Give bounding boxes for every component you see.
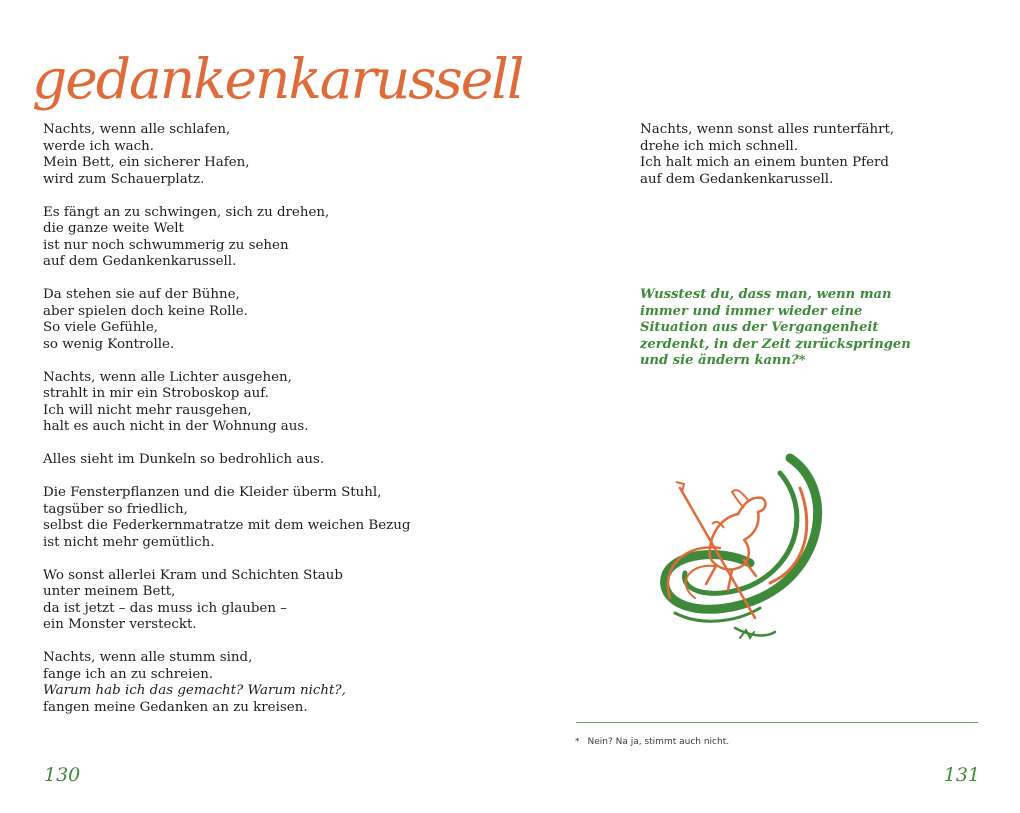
poem-stanza — [43, 452, 403, 469]
poem-line: unter meinem Bett, — [43, 584, 176, 599]
poem-line: die ganze weite Welt — [43, 221, 184, 236]
poem-line: drehe ich mich schnell. — [640, 138, 799, 154]
poem-line: Ich halt mich an einem bunten Pferd — [640, 155, 890, 170]
poem-stanza — [43, 122, 403, 188]
poem-line: Da stehen sie auf der Bühne, — [43, 287, 240, 302]
poem-line: So viele Gefühle, — [43, 320, 159, 335]
callout-line: Wusstest du, dass man, wenn man — [640, 287, 892, 302]
poem-line: aber spielen doch keine Rolle. — [43, 303, 248, 319]
poem-line: ist nur noch schwummerig zu sehen — [43, 237, 289, 253]
poem-stanza — [43, 485, 411, 551]
poem-line: ist nicht mehr gemütlich. — [43, 534, 215, 550]
poem-line: Nachts, wenn alle stumm sind, — [43, 650, 253, 665]
poem-stanza — [43, 287, 403, 353]
poem-line: ein Monster versteckt. — [43, 617, 197, 632]
footnote-divider — [576, 722, 978, 723]
right-poem — [640, 122, 940, 188]
left-poem — [43, 122, 411, 733]
poem-stanza — [43, 370, 403, 436]
poem-line: Alles sieht im Dunkeln so bedrohlich aus. — [43, 452, 325, 467]
poem-line: Wo sonst allerlei Kram und Schichten Staub — [43, 567, 343, 583]
footnote — [575, 737, 729, 747]
poem-line: Warum hab ich das gemacht? Warum nicht?, — [43, 683, 346, 698]
poem-stanza — [43, 568, 403, 634]
poem-line: selbst die Federkernmatratze mit dem weichen Bezug — [43, 518, 411, 533]
footnote-text: Nein? Na ja, stimmt auch nicht. — [587, 737, 730, 747]
title-script — [28, 34, 523, 126]
callout-question — [640, 287, 911, 370]
footnote-marker: * — [575, 737, 580, 747]
poem-line: Die Fensterpflanzen und die Kleider überm Stuhl, — [43, 485, 382, 500]
poem-line: auf dem Gedankenkarussell. — [640, 171, 834, 187]
poem-line: fange ich an zu schreien. — [43, 666, 214, 682]
poem-line: tagsüber so friedlich, — [43, 501, 188, 517]
poem-line: Nachts, wenn alle Lichter ausgehen, — [43, 369, 292, 385]
callout-line: und sie ändern kann?* — [640, 353, 806, 368]
poem-line: Mein Bett, ein sicherer Hafen, — [43, 155, 250, 170]
poem-line: auf dem Gedankenkarussell. — [43, 254, 237, 269]
poem-line: so wenig Kontrolle. — [43, 336, 175, 352]
poem-line: wird zum Schauerplatz. — [43, 171, 205, 187]
poem-line: halt es auch nicht in der Wohnung aus. — [43, 419, 309, 434]
poem-line: da ist jetzt – das muss ich glauben – — [43, 600, 287, 616]
callout-line: Situation aus der Vergangenheit — [640, 320, 879, 335]
poem-line: werde ich wach. — [43, 138, 155, 154]
page-number-right: 131 — [943, 764, 980, 786]
page-number-left: 130 — [44, 764, 81, 786]
poem-stanza — [43, 650, 403, 716]
callout-line: immer und immer wieder eine — [640, 303, 863, 319]
carousel-horse-swirl-icon — [640, 448, 830, 648]
poem-line: Nachts, wenn alle schlafen, — [43, 122, 231, 137]
poem-title — [28, 34, 523, 126]
poem-line: fangen meine Gedanken an zu kreisen. — [43, 699, 308, 715]
poem-stanza — [43, 205, 403, 271]
callout-line: zerdenkt, in der Zeit zurückspringen — [640, 336, 911, 352]
poem-line: Nachts, wenn sonst alles runterfährt, — [640, 122, 895, 137]
title-text: gedankenkarussell — [32, 47, 523, 111]
poem-line: Es fängt an zu schwingen, sich zu drehen, — [43, 204, 330, 220]
poem-line: strahlt in mir ein Stroboskop auf. — [43, 386, 269, 401]
poem-line: Ich will nicht mehr rausgehen, — [43, 402, 252, 418]
